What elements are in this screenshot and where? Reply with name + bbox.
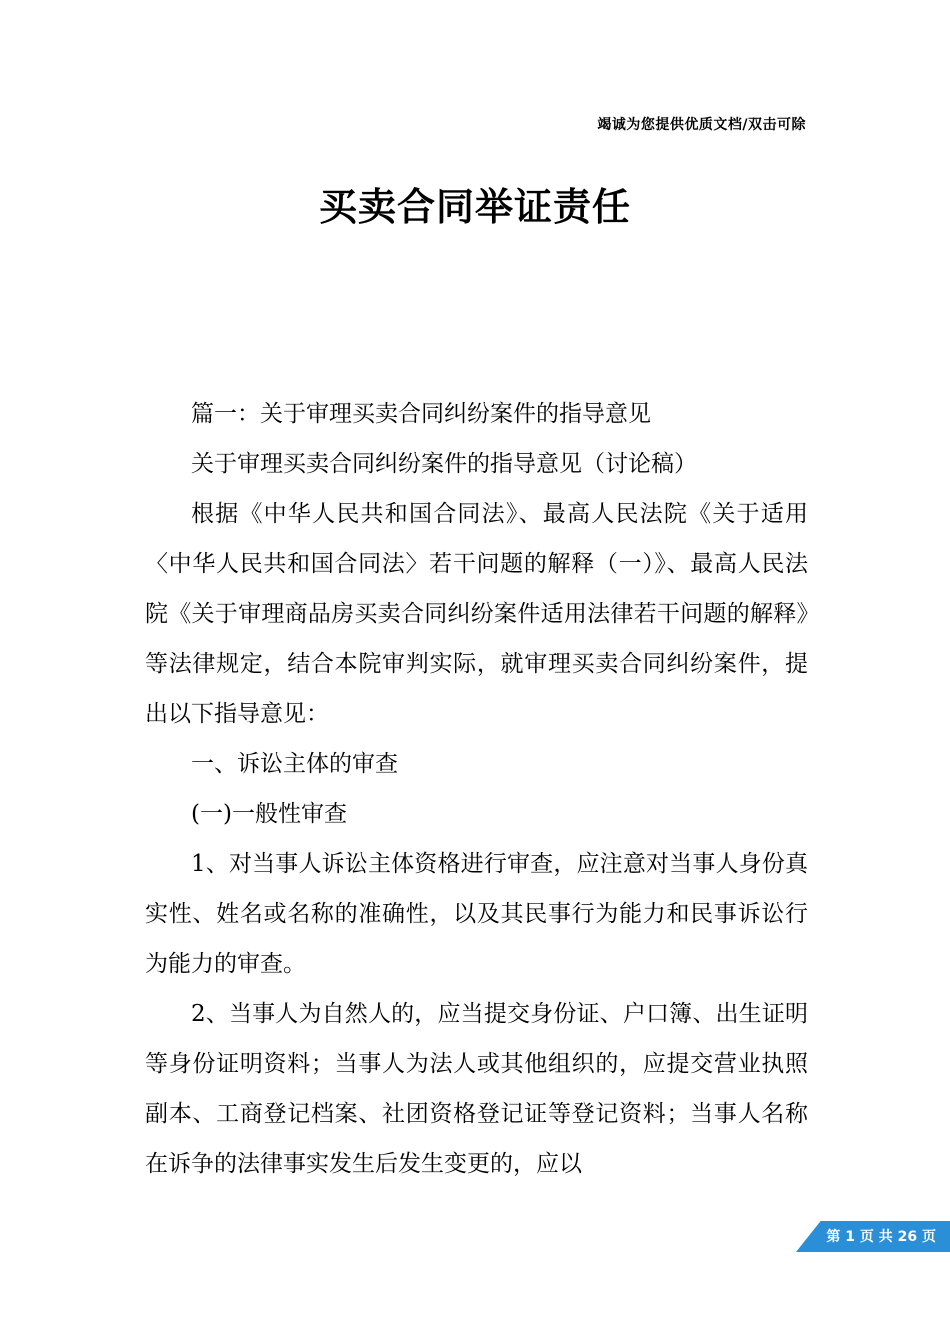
header-note: 竭诚为您提供优质文档/双击可除 — [597, 117, 806, 133]
paragraph: 2、当事人为自然人的，应当提交身份证、户口簿、出生证明等身份证明资料；当事人为法人或其他组织的，应提交营业执照副本、工商登记档案、社团资格登记证等登记资料；当事人名称在诉争的法律事实发生后发生变更的，应以 — [145, 1001, 808, 1177]
document-title: 买卖合同举证责任 — [318, 185, 631, 229]
document-body — [145, 389, 808, 1189]
paragraph: 1、对当事人诉讼主体资格进行审查，应注意对当事人身份真实性、姓名或名称的准确性，以及其民事行为能力和民事诉讼行为能力的审查。 — [145, 851, 808, 977]
page-number-label: 第 1 页 共 26 页 — [826, 1229, 936, 1245]
paragraph: 关于审理买卖合同纠纷案件的指导意见（讨论稿） — [191, 451, 697, 477]
paragraph: 篇一：关于审理买卖合同纠纷案件的指导意见 — [191, 401, 651, 427]
paragraph: 根据《中华人民共和国合同法》、最高人民法院《关于适用〈中华人民共和国合同法〉若干问题的解释（一）》、最高人民法院《关于审理商品房买卖合同纠纷案件适用法律若干问题的解释》等法律规定，结合本院审判实际，就审理买卖合同纠纷案件，提出以下指导意见： — [145, 501, 808, 727]
paragraph: (一)一般性审查 — [191, 801, 347, 827]
paragraph: 一、诉讼主体的审查 — [191, 751, 398, 777]
